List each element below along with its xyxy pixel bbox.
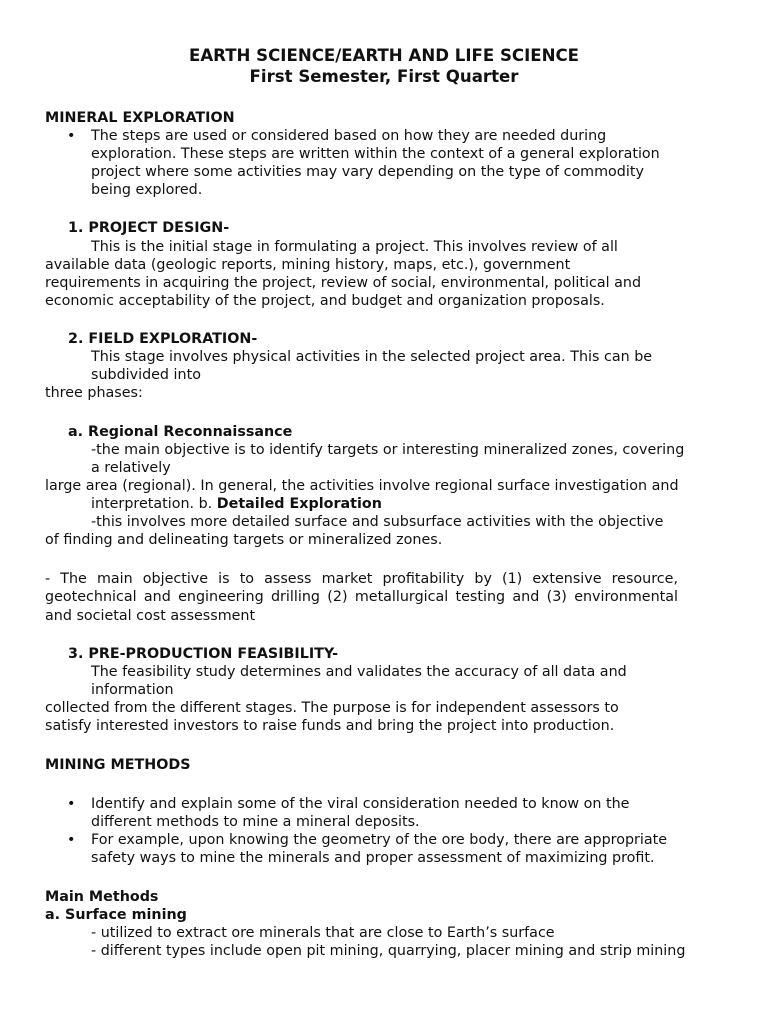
field-exploration-line-1: This stage involves physical activities in the selected project area. This can be	[91, 349, 653, 365]
regional-line-4	[91, 495, 382, 513]
project-design-line-1: This is the initial stage in formulating a project. This involves review of all	[91, 239, 618, 255]
field-exploration-line-3: three phases:	[45, 385, 143, 401]
heading-field-exploration: 2. FIELD EXPLORATION-	[68, 331, 258, 347]
regional-line-3: large area (regional). In general, the activities involve regional surface investigation and	[45, 478, 679, 494]
assessment-line-2: geotechnical and engineering drilling (2) metallurgical testing and (3) environmental	[45, 589, 678, 606]
heading-detailed-exploration: Detailed Exploration	[216, 496, 382, 512]
heading-regional-reconnaissance: a. Regional Reconnaissance	[68, 424, 293, 440]
regional-line-1: -the main objective is to identify targets or interesting mineralized zones, covering	[91, 442, 685, 458]
regional-line-4-text: interpretation. b.	[91, 496, 217, 512]
bullet-marker: •	[67, 128, 76, 144]
section-heading-mining-methods: MINING METHODS	[45, 757, 191, 773]
intro-line-1: The steps are used or considered based on how they are needed during	[91, 128, 607, 144]
intro-line-3: project where some activities may vary depending on the type of commodity	[91, 164, 644, 180]
document-title: EARTH SCIENCE/EARTH AND LIFE SCIENCE	[188, 46, 579, 65]
assessment-line-3: and societal cost assessment	[45, 607, 256, 624]
bullet-marker: •	[67, 796, 76, 812]
heading-project-design: 1. PROJECT DESIGN-	[68, 220, 230, 236]
surface-mining-line-1: - utilized to extract ore minerals that are close to Earth’s surface	[91, 925, 555, 941]
field-exploration-line-2: subdivided into	[91, 367, 201, 383]
mining-bullet-1-line-1: Identify and explain some of the viral consideration needed to know on the	[91, 796, 630, 812]
pre-production-line-3: collected from the different stages. The purpose is for independent assessors to	[45, 700, 619, 716]
detailed-line-2: of finding and delineating targets or mineralized zones.	[45, 532, 443, 548]
assessment-paragraph	[45, 570, 678, 625]
intro-line-2: exploration. These steps are written within the context of a general exploration	[91, 146, 660, 162]
project-design-line-2: available data (geologic reports, mining history, maps, etc.), government	[45, 257, 571, 273]
pre-production-line-1: The feasibility study determines and validates the accuracy of all data and	[91, 664, 627, 680]
intro-line-4: being explored.	[91, 182, 203, 198]
surface-mining-line-2: - different types include open pit mining, quarrying, placer mining and strip mining	[91, 943, 686, 959]
mining-bullet-1-line-2: different methods to mine a mineral deposits.	[91, 814, 420, 830]
mining-bullet-2-line-1: For example, upon knowing the geometry of the ore body, there are appropriate	[91, 832, 668, 848]
heading-main-methods: Main Methods	[45, 889, 159, 905]
project-design-line-4: economic acceptability of the project, and budget and organization proposals.	[45, 293, 605, 309]
pre-production-line-4: satisfy interested investors to raise funds and bring the project into production.	[45, 718, 615, 734]
heading-pre-production-feasibility: 3. PRE-PRODUCTION FEASIBILITY-	[68, 646, 339, 662]
project-design-line-3: requirements in acquiring the project, review of social, environmental, political and	[45, 275, 642, 291]
bullet-marker: •	[67, 832, 76, 848]
document-subtitle: First Semester, First Quarter	[249, 67, 519, 86]
mining-bullet-2-line-2: safety ways to mine the minerals and proper assessment of maximizing profit.	[91, 850, 655, 866]
pre-production-line-2: information	[91, 682, 174, 698]
section-heading-mineral-exploration: MINERAL EXPLORATION	[45, 110, 235, 126]
regional-line-2: a relatively	[91, 460, 171, 476]
heading-surface-mining: a. Surface mining	[45, 907, 187, 923]
assessment-line-1: - The main objective is to assess market profitability by (1) extensive resource,	[45, 571, 678, 587]
detailed-line-1: -this involves more detailed surface and subsurface activities with the objective	[91, 514, 664, 530]
